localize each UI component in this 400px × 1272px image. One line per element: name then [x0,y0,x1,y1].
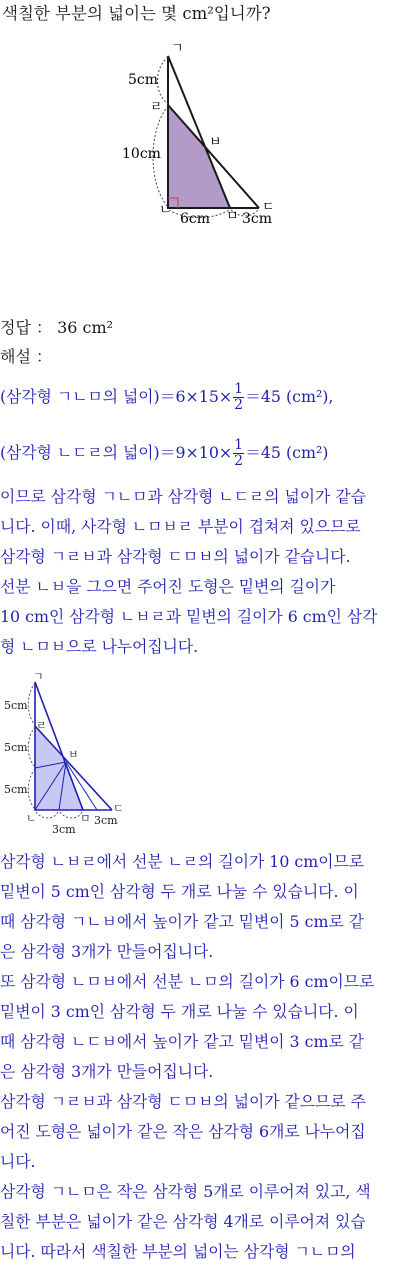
brace [28,683,35,725]
paragraph-2-line: 삼각형 ㄴㅂㄹ에서 선분 ㄴㄹ의 길이가 10 cm이므로 [0,852,364,871]
brace [60,812,82,818]
length-s1: 5cm [4,699,28,712]
length-bottom-1: 6cm [180,211,211,227]
paragraph-1-line: 이므로 삼각형 ㄱㄴㅁ과 삼각형 ㄴㄷㄹ의 넓이가 같습 [0,487,366,506]
paragraph-1-line: 10 cm인 삼각형 ㄴㅂㄹ과 밑변의 길이가 6 cm인 삼각 [0,607,378,626]
equation-1 [0,382,334,413]
equation-2 [0,438,328,469]
paragraph-2-line: 또 삼각형 ㄴㅁㅂ에서 선분 ㄴㅁ의 길이가 6 cm이므로 [0,972,375,991]
paragraph-2-line: 니다. 따라서 색칠한 부분의 넓이는 삼각형 ㄱㄴㅁ의 [0,1242,356,1261]
paragraph-1-line: 형 ㄴㅁㅂ으로 나누어집니다. [0,637,199,656]
explanation-heading: 해설 ： [0,347,52,366]
label-rieul: ㄹ [150,100,163,115]
paragraph-1-line: 삼각형 ㄱㄹㅂ과 삼각형 ㄷㅁㅂ의 넓이가 같습니다. [0,547,351,566]
equation-1-left: (삼각형 ㄱㄴㅁ의 넓이)＝6×15× [0,387,233,406]
brace [36,812,58,818]
answer-text: 정답 ： 36 cm² [0,318,114,337]
paragraph-2-line: 삼각형 ㄱㄴㅁ은 작은 삼각형 5개로 이루어져 있고, 색 [0,1182,371,1201]
shaded-region [168,105,230,208]
paragraph-2-line: 때 삼각형 ㄴㄷㅂ에서 높이가 같고 밑변이 3 cm로 같 [0,1032,364,1051]
label-giyeok: ㄱ [171,41,184,56]
paragraph-2-line: 은 삼각형 3개가 만들어집니다. [0,1062,214,1081]
label-digeut: ㄷ [113,802,124,815]
brace [28,769,35,809]
paragraph-2-line: 밑변이 5 cm인 삼각형 두 개로 나눌 수 있습니다. 이 [0,882,359,901]
figure-1-triangle-diagram [0,30,400,270]
paragraph-2-line: 삼각형 ㄱㄹㅂ과 삼각형 ㄷㅁㅂ의 넓이가 같으므로 주 [0,1092,366,1111]
paragraph-2-line: 칠한 부분은 넓이가 같은 삼각형 4개로 이루어져 있습 [0,1212,366,1231]
label-bieup: ㅂ [68,748,79,761]
paragraph-2-line: 때 삼각형 ㄱㄴㅂ에서 높이가 같고 밑변이 5 cm로 같 [0,912,364,931]
label-mieum: ㅁ [226,209,239,224]
paragraph-1-line: 선분 ㄴㅂ을 그으면 주어진 도형은 밑변의 길이가 [0,577,336,596]
length-s2: 5cm [4,741,28,754]
fraction-one-half: $\frac{1}{2}$ [234,381,244,413]
shaded-region-2 [35,726,83,810]
equation-2-left: (삼각형 ㄴㄷㄹ의 넓이)＝9×10× [0,443,233,462]
paragraph-2-line: 어진 도형은 넓이가 같은 작은 삼각형 6개로 나누어집 [0,1122,366,1141]
label-mieum: ㅁ [80,812,91,825]
paragraph-1-line: 니다. 이때, 사각형 ㄴㅁㅂㄹ 부분이 겹쳐져 있으므로 [0,517,361,536]
brace [28,727,35,767]
label-nieun: ㄴ [159,203,172,218]
length-b2: 3cm [94,814,118,827]
brace-top [158,57,169,104]
label-bieup: ㅂ [209,135,222,150]
paragraph-2-line: 밑변이 3 cm인 삼각형 두 개로 나눌 수 있습니다. 이 [0,1002,359,1021]
label-giyeok: ㄱ [33,670,44,683]
figure-2-divided-triangle [0,670,400,840]
fraction-one-half: $\frac{1}{2}$ [234,437,244,469]
paragraph-2-line: 니다. [0,1152,36,1171]
label-digeut: ㄷ [262,200,275,215]
label-nieun: ㄴ [26,812,37,825]
equation-1-right: ＝45 (cm²), [245,387,334,406]
length-b1: 3cm [52,823,76,836]
length-top: 5cm [128,72,159,88]
equation-2-right: ＝45 (cm²) [245,443,329,462]
length-left: 10cm [122,146,161,162]
length-bottom-2: 3cm [242,211,273,227]
label-rieul: ㄹ [36,719,47,732]
paragraph-2-line: 은 삼각형 3개가 만들어집니다. [0,942,214,961]
question-text: 색칠한 부분의 넓이는 몇 cm²입니까? [2,4,271,23]
length-s3: 5cm [4,783,28,796]
